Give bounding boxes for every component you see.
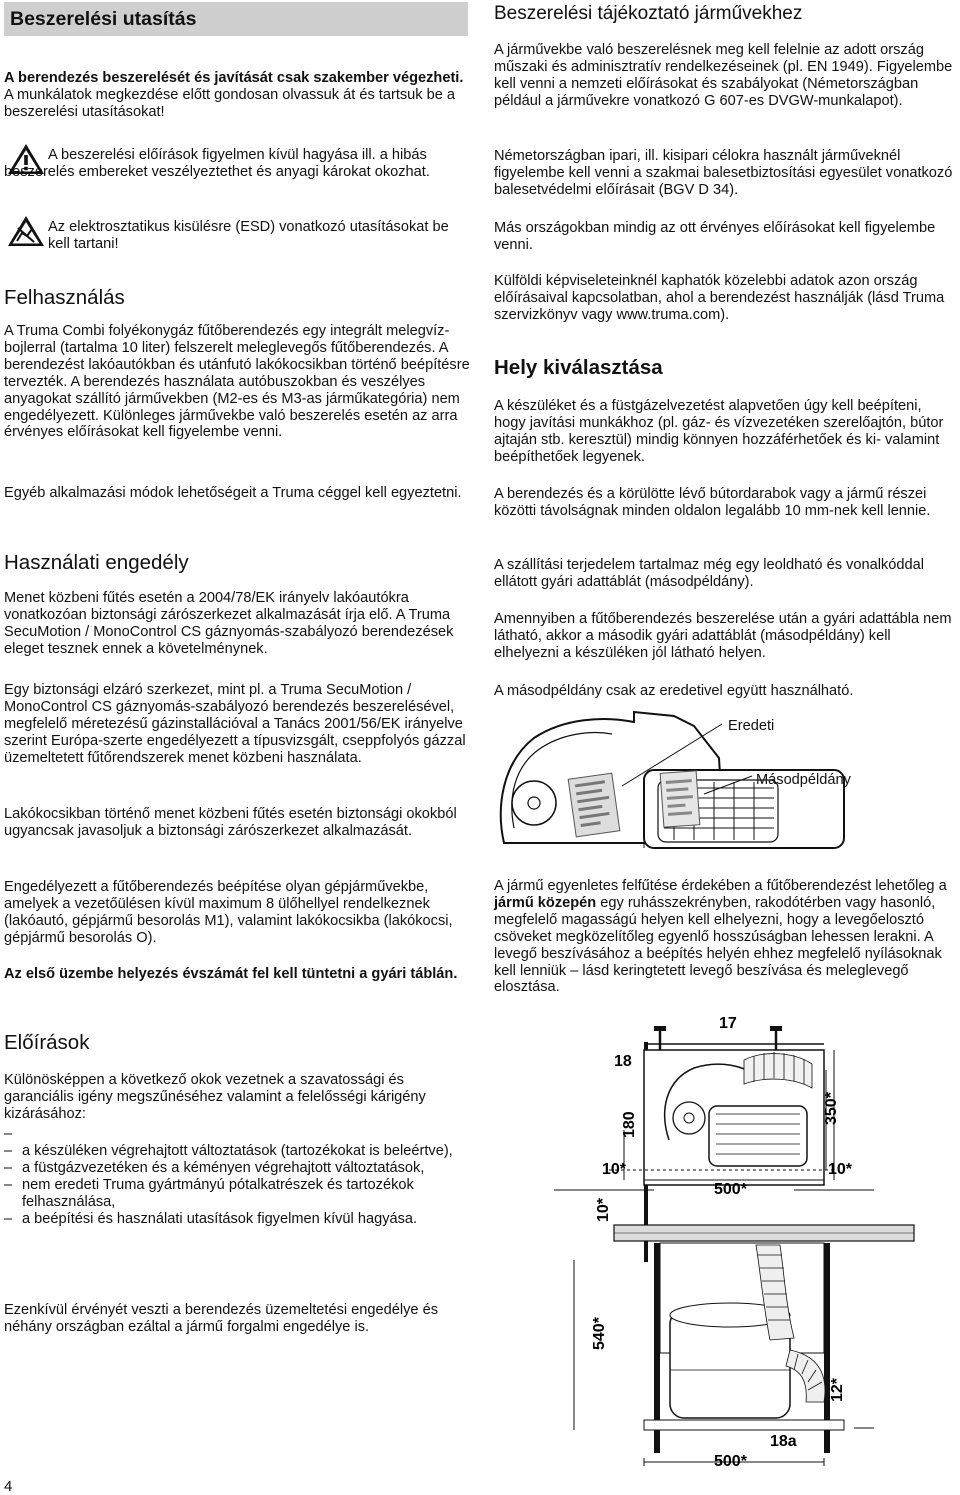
usage-heading: Felhasználás (4, 286, 125, 309)
screw-icon (770, 1026, 782, 1050)
dim-12: 12* (829, 1377, 846, 1402)
list-dash: – (4, 1176, 13, 1193)
dim-350: 350* (823, 1092, 840, 1125)
dim-10-right: 10* (828, 1161, 853, 1178)
regulations-outro: Ezenkívül érvényét veszti a berendezés üzemeltetési engedélye és néhány országban ezáltal a jármű forgalmi engedélye is. (4, 1302, 439, 1335)
list-item-text: a füstgázvezetéken és a kéményen végrehajtott változtatások, (22, 1159, 425, 1176)
page-number: 4 (4, 1478, 13, 1495)
dim-10-left: 10* (602, 1161, 627, 1178)
list-item (4, 1143, 470, 1160)
regulations-intro: Különösképpen a következő okok vezetnek a szavatossági és garanciális igény megszűnéséhez valamint a felelősségi kárigény kizárásához: (4, 1072, 426, 1122)
dim-540: 540* (591, 1317, 608, 1350)
heating-paragraph (494, 878, 956, 996)
regulations-heading: Előírások (4, 1031, 90, 1054)
vehicle-paragraph-2: Németországban ipari, ill. kisipari célokra használt járműveknél figyelembe kell venni a szakmai balesetbiztosítási egyesület vonatkozó balesetvédelmi előírásait (BGV D 34). (494, 148, 953, 198)
location-paragraph-3: A szállítási terjedelem tartalmaz még egy leoldható és vonalkóddal ellátott gyári adattáblát (másodpéldány). (494, 557, 924, 590)
list-item-empty (4, 1126, 470, 1143)
list-item (4, 1177, 470, 1211)
list-dash: – (4, 1159, 13, 1176)
location-paragraph-2: A berendezés és a körülötte lévő bútordarabok vagy a jármű részei közötti távolságnak minden oldalon legalább 10 mm-nek kell lennie. (494, 486, 931, 519)
page-title: Beszerelési utasítás (4, 2, 468, 36)
list-item-text: nem eredeti Truma gyártmányú pótalkatrészek és tartozékok felhasználása, (22, 1176, 414, 1210)
intro-paragraph (4, 70, 470, 121)
approval-paragraph-1: Menet közbeni fűtés esetén a 2004/78/EK irányelv lakóautókra vonatkozóan biztonsági zárószerkezet alkalmazását írja elő. A Truma SecuMotion / MonoControl CS gáznyomás-szabályozó berendezések eleget tesznek ennek a követelménynek. (4, 590, 454, 657)
installation-diagram (494, 1010, 956, 1480)
nameplate-illustration (494, 708, 956, 858)
list-dash: – (4, 1126, 13, 1142)
list-dash: – (4, 1142, 13, 1159)
list-dash: – (4, 1210, 13, 1227)
dim-18: 18 (614, 1053, 632, 1070)
approval-paragraph-3: Lakókocsikban történő menet közbeni fűtés esetén biztonsági okokból ugyancsak javasoljuk a biztonsági zárószerkezet alkalmazását. (4, 806, 457, 839)
dim-18a: 18a (770, 1433, 797, 1450)
dim-500-bottom: 500* (714, 1453, 747, 1470)
heating-end: egy ruhásszekrényben, rakodótérben vagy hasonló, megfelelő magasságú helyen kell elhelyezni, hogy a levegőelosztó csöveket megközelítőleg egyenlő hosszúságban lehessen lerakni. A levegő beszívásához a beépítés helyén ehhez megfelelő nyílásoknak kell lenniük – lásd keringtetett levegő beszívása és meleglevegő elosztása. (494, 894, 942, 996)
dim-500-top: 500* (714, 1181, 747, 1198)
location-paragraph-5: A másodpéldány csak az eredetivel együtt használható. (494, 683, 854, 699)
location-paragraph-4: Amennyiben a fűtőberendezés beszerelése után a gyári adattábla nem látható, akkor a második gyári adattáblát (másodpéldány) kell elhelyezni a készüléken jól látható helyen. (494, 611, 952, 661)
vehicle-paragraph-3: Más országokban mindig az ott érvényes előírásokat kell figyelembe venni. (494, 220, 936, 253)
dim-17: 17 (719, 1015, 737, 1032)
list-item-text: a beépítési és használati utasítások figyelmen kívül hagyása. (22, 1210, 418, 1227)
list-item (4, 1160, 470, 1177)
screw-icon (654, 1026, 666, 1050)
location-heading: Hely kiválasztása (494, 356, 663, 379)
intro-bold: A berendezés beszerelését és javítását csak szakember végezheti. (4, 70, 464, 86)
dim-10-vertical: 10* (595, 1197, 612, 1222)
right-title: Beszerelési tájékoztató járművekhez (494, 3, 803, 24)
approval-heading: Használati engedély (4, 551, 189, 574)
label-copy: Másodpéldány (756, 772, 851, 788)
label-original: Eredeti (728, 718, 775, 734)
heating-start: A jármű egyenletes felfűtése érdekében a fűtőberendezést lehetőleg a (494, 878, 947, 894)
usage-paragraph-1: A Truma Combi folyékonygáz fűtőberendezés egy integrált melegvíz-bojlerral (tartalma 10 liter) felszerelt meleglevegős fűtőberendezés. A berendezést lakóautókban és utánfutó lakókocsikban történő beépítésre tervezték. A berendezés használata autóbuszokban és veszélyes anyagokat szállító járművekben (M2-es és M3-as járműkategória) nem engedélyezett. Különleges járművekbe való beszerelés esetén az arra érvényes előírásokat kell figyelembe venni. (4, 323, 470, 441)
approval-bold-note: Az első üzembe helyezés évszámát fel kell tüntetni a gyári táblán. (4, 966, 458, 982)
vehicle-paragraph-1: A járművekbe való beszerelésnek meg kell felelnie az adott ország műszaki és adminisztratív rendelkezéseinek (pl. EN 1949). Figyelembe kell venni a nemzeti előírásokat és szabályokat (Németországban például a járművekre vonatkozó G 607-es DVGW-munkalapot). (494, 42, 953, 109)
vehicle-paragraph-4: Külföldi képviseleteinknél kaphatók közelebbi adatok azon ország előírásaival kapcsolatban, ahol a berendezést használják (lásd Truma szervizkönyv vagy www.truma.com). (494, 273, 945, 323)
usage-paragraph-2: Egyéb alkalmazási módok lehetőségeit a Truma céggel kell egyeztetni. (4, 485, 462, 501)
warning-text: A beszerelési előírások figyelmen kívül hagyása ill. a hibás beszerelés embereket veszélyeztethet és anyagi károkat okozhat. (4, 147, 430, 180)
regulations-list (4, 1126, 470, 1227)
intro-rest: A munkálatok megkezdése előtt gondosan olvassuk át és tartsuk be a beszerelési utasításokat! (4, 86, 456, 120)
list-item (4, 1211, 470, 1228)
dim-180: 180 (621, 1111, 638, 1138)
list-item-text: a készüléken végrehajtott változtatások (tartozékokat is beleértve), (22, 1142, 453, 1159)
approval-paragraph-2: Egy biztonsági elzáró szerkezet, mint pl. a Truma SecuMotion / MonoControl CS gáznyomás-szabályozó berendezés beszerelésével, megfelelő méretezésű gázinstallációval a Tanács 2001/56/EK irányelve szerint Európa-szerte engedélyezett a típusvizsgált, cseppfolyós gázzal üzemeltetett fűtőrendszerek menet közbeni használata. (4, 682, 466, 766)
location-paragraph-1: A készüléket és a füstgázelvezetést alapvetően úgy kell beépíteni, hogy javítási munkákhoz (pl. gáz- és vízvezetéken szerelőajtón, bútor ajtaján stb. keresztül) mindig könnyen hozzáférhetőek és ki- valamint beépíthetőek legyenek. (494, 398, 944, 465)
approval-paragraph-4: Engedélyezett a fűtőberendezés beépítése olyan gépjárművekbe, amelyek a vezetőülésen kívül maximum 8 ülőhellyel rendelkeznek (lakóautó, gépjármű besorolás M1), valamint lakókocsikba (lakókocsi, gépjármű besorolás O). (4, 879, 453, 946)
heating-bold: jármű közepén (494, 894, 597, 911)
esd-text: Az elektrosztatikus kisülésre (ESD) vonatkozó utasításokat be kell tartani! (48, 219, 449, 252)
